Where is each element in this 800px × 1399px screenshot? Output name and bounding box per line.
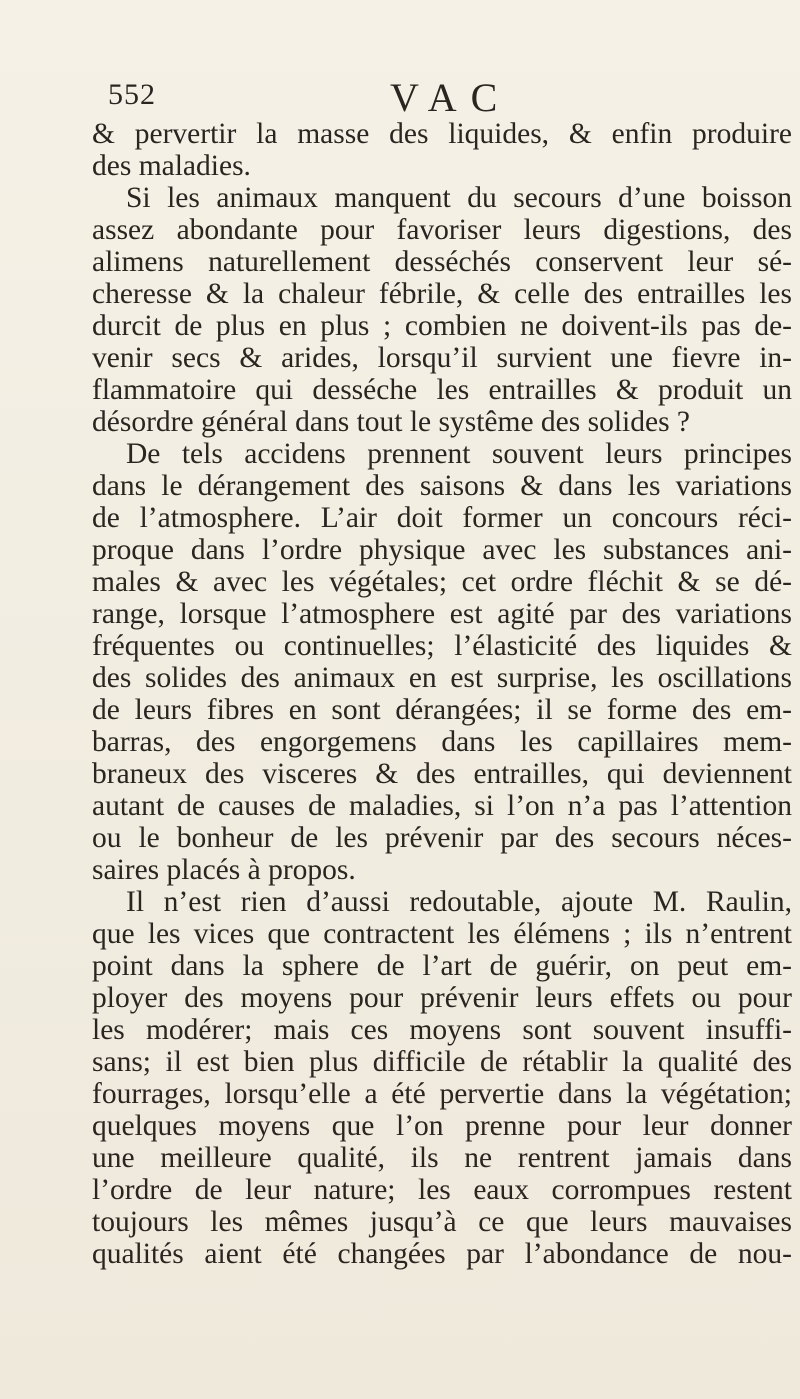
text-line: Il n’est rien d’aussi redoutable, ajoute M. Raulin,: [126, 886, 792, 918]
text-line: des solides des animaux en est surprise, les oscillations: [92, 662, 792, 694]
running-head: VAC: [390, 75, 512, 120]
text-line: quelques moyens que l’on prenne pour leur donner: [92, 1110, 792, 1142]
text-line: des maladies.: [92, 150, 251, 182]
text-line: fréquentes ou continuelles; l’élasticité des liquides &: [92, 630, 792, 662]
text-line: toujours les mêmes jusqu’à ce que leurs mauvaises: [92, 1206, 792, 1238]
text-line: durcit de plus en plus ; combien ne doivent-ils pas de-: [92, 310, 792, 342]
text-line: qualités aient été changées par l’abondance de nou-: [92, 1238, 792, 1270]
text-line: sans; il est bien plus difficile de rétablir la qualité des: [92, 1046, 792, 1078]
text-line: saires placés à propos.: [92, 854, 356, 886]
page-number: 552: [108, 78, 156, 111]
text-line: Si les animaux manquent du secours d’une boisson: [126, 182, 792, 214]
text-line: les modérer; mais ces moyens sont souvent insuffi-: [92, 1014, 792, 1046]
text-line: point dans la sphere de l’art de guérir, on peut em-: [92, 950, 792, 982]
text-line: males & avec les végétales; cet ordre fléchit & se dé-: [92, 566, 792, 598]
text-line: cheresse & la chaleur fébrile, & celle des entrailles les: [92, 278, 792, 310]
text-line: De tels accidens prennent souvent leurs principes: [126, 438, 792, 470]
text-line: & pervertir la masse des liquides, & enfin produire: [92, 118, 792, 150]
text-line: désordre général dans tout le systême des solides ?: [92, 406, 691, 438]
text-line: l’ordre de leur nature; les eaux corrompues restent: [92, 1174, 792, 1206]
text-line: assez abondante pour favoriser leurs digestions, des: [92, 214, 792, 246]
text-line: range, lorsque l’atmosphere est agité par des variations: [92, 598, 792, 630]
text-line: proque dans l’ordre physique avec les substances ani-: [92, 534, 792, 566]
text-line: barras, des engorgemens dans les capillaires mem-: [92, 726, 792, 758]
text-line: de l’atmosphere. L’air doit former un concours réci-: [92, 502, 792, 534]
text-line: que les vices que contractent les élémens ; ils n’entrent: [92, 918, 792, 950]
text-line: ou le bonheur de les prévenir par des secours néces-: [92, 822, 792, 854]
text-line: venir secs & arides, lorsqu’il survient une fievre in-: [92, 342, 792, 374]
text-line: dans le dérangement des saisons & dans les variations: [92, 470, 792, 502]
body-text: [92, 118, 792, 1270]
text-line: autant de causes de maladies, si l’on n’a pas l’attention: [92, 790, 792, 822]
text-line: ployer des moyens pour prévenir leurs effets ou pour: [92, 982, 792, 1014]
text-line: fourrages, lorsqu’elle a été pervertie dans la végétation;: [92, 1078, 792, 1110]
text-line: alimens naturellement desséchés conservent leur sé-: [92, 246, 792, 278]
text-line: de leurs fibres en sont dérangées; il se forme des em-: [92, 694, 792, 726]
text-line: flammatoire qui desséche les entrailles & produit un: [92, 374, 792, 406]
text-line: une meilleure qualité, ils ne rentrent jamais dans: [92, 1142, 792, 1174]
text-line: braneux des visceres & des entrailles, qui deviennent: [92, 758, 792, 790]
page-header: [108, 75, 788, 120]
